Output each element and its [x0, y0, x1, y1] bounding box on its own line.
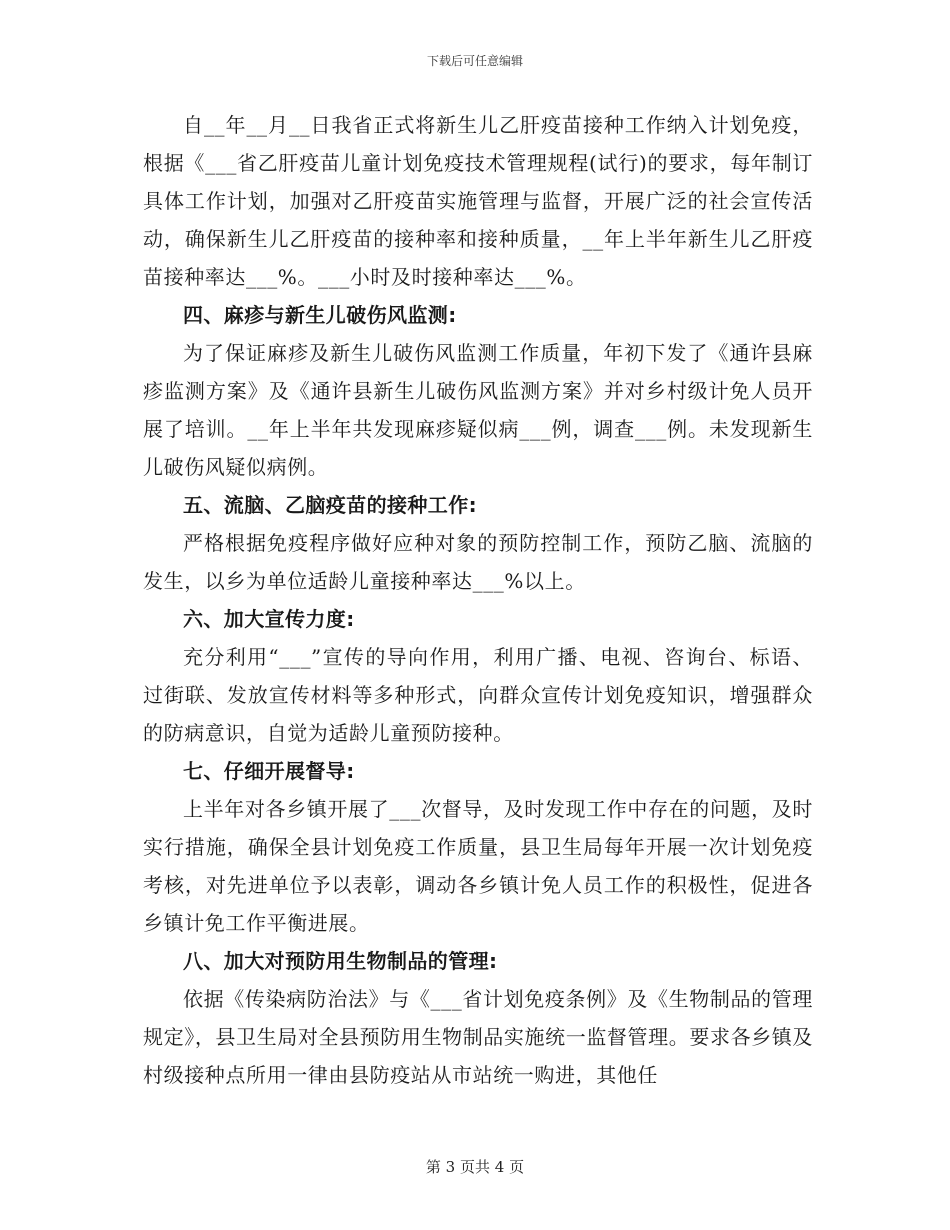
document-body [143, 106, 813, 1094]
paragraph-encephalitis-vaccine: 严格根据免疫程序做好应种对象的预防控制工作，预防乙脑、流脑的发生，以乡为单位适龄儿童接种率达___%以上。 [143, 531, 813, 593]
paragraph-measles-monitoring: 为了保证麻疹及新生儿破伤风监测工作质量，年初下发了《通许县麻疹监测方案》及《通许县新生儿破伤风监测方案》并对乡村级计免人员开展了培训。__年上半年共发现麻疹疑似病___例，调查___例。未发现新生儿破伤风疑似病例。 [143, 341, 813, 479]
section-heading-measles-monitoring: 四、麻疹与新生儿破伤风监测: [183, 303, 457, 327]
paragraph-supervision: 上半年对各乡镇开展了___次督导，及时发现工作中存在的问题，及时实行措施，确保全县计划免疫工作质量，县卫生局每年开展一次计划免疫考核，对先进单位予以表彰，调动各乡镇计免人员工作的积极性，促进各乡镇计免工作平衡进展。 [143, 797, 813, 935]
section-heading-biologics-management: 八、加大对预防用生物制品的管理: [183, 949, 498, 973]
section-heading-publicity: 六、加大宣传力度: [183, 607, 355, 631]
paragraph-hepb-vaccination: 自__年__月__日我省正式将新生儿乙肝疫苗接种工作纳入计划免疫，根据《___省乙肝疫苗儿童计划免疫技术管理规程(试行)的要求，每年制订具体工作计划，加强对乙肝疫苗实施管理与监督，开展广泛的社会宣传活动，确保新生儿乙肝疫苗的接种率和接种质量，__年上半年新生儿乙肝疫苗接种率达___%。___小时及时接种率达___%。 [143, 113, 813, 289]
paragraph-biologics-management: 依据《传染病防治法》与《___省计划免疫条例》及《生物制品的管理规定》，县卫生局对全县预防用生物制品实施统一监督管理。要求各乡镇及村级接种点所用一律由县防疫站从市站统一购进，其他任 [143, 987, 813, 1087]
paragraph-publicity: 充分利用“___”宣传的导向作用，利用广播、电视、咨询台、标语、过街联、发放宣传材料等多种形式，向群众宣传计划免疫知识，增强群众的防病意识，自觉为适龄儿童预防接种。 [143, 645, 813, 745]
page-number: 第 3 页共 4 页 [425, 1158, 525, 1176]
section-heading-encephalitis-vaccine: 五、流脑、乙脑疫苗的接种工作: [183, 493, 477, 517]
page-header: 下载后可任意编辑 [426, 54, 523, 68]
section-heading-supervision: 七、仔细开展督导: [183, 759, 355, 783]
